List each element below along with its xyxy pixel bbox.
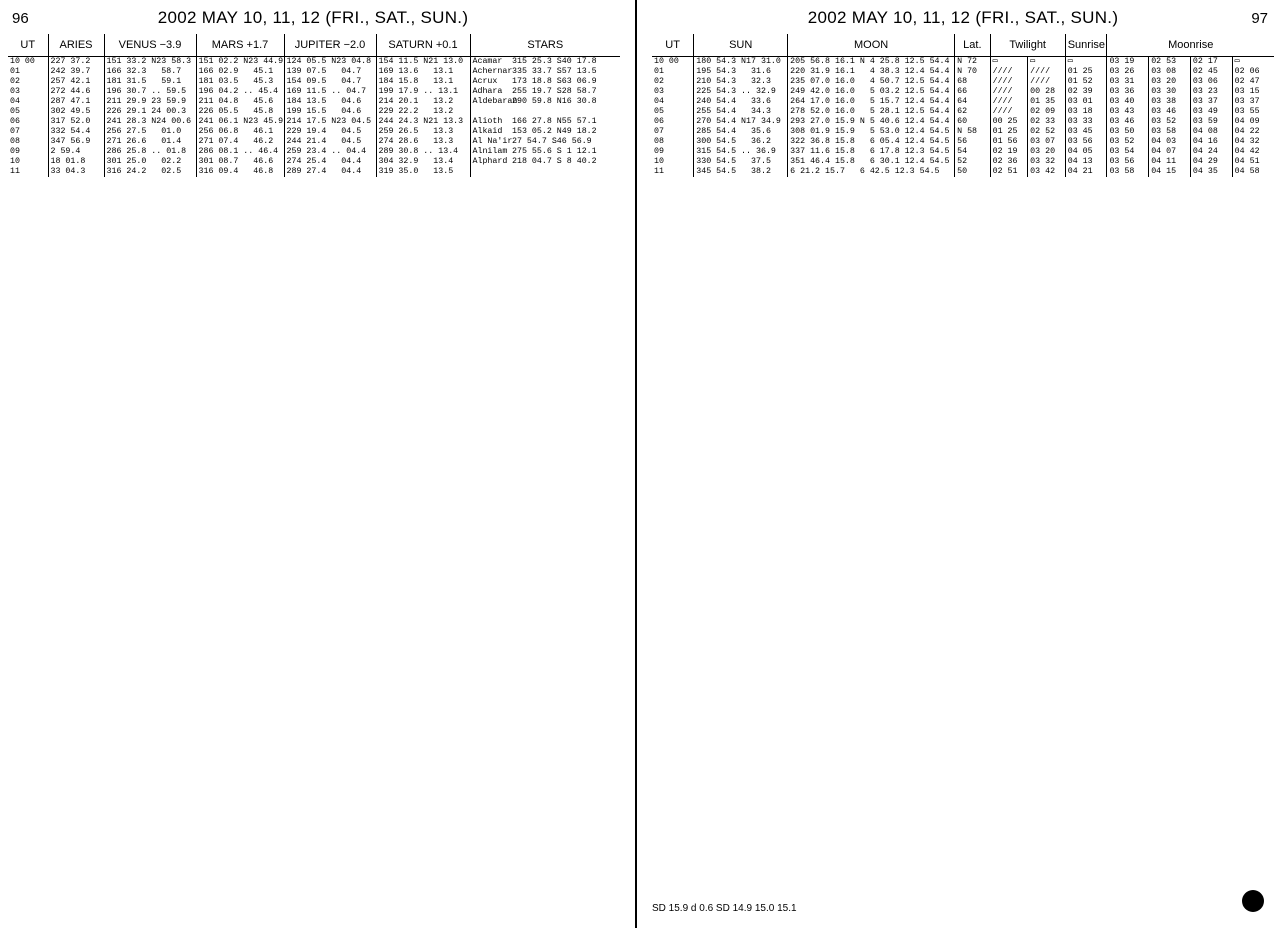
table-row (652, 67, 1274, 77)
table-cell: 151 33.2 N23 58.3 (104, 57, 196, 68)
column-header: ARIES (48, 34, 104, 57)
table-row (652, 137, 1274, 147)
column-header: Twilight (990, 34, 1065, 57)
table-cell: 304 32.9 13.4 (376, 157, 470, 167)
table-cell: 04 08 (1190, 127, 1232, 137)
column-header: UT (8, 34, 48, 57)
table-cell: 07 (10, 127, 20, 136)
table-cell: 124 05.5 N23 04.8 (284, 57, 376, 68)
table-cell: 11 (654, 167, 664, 176)
table-cell: 227 37.2 (48, 57, 104, 68)
semidiameter-footer: SD 15.9 d 0.6 SD 14.9 15.0 15.1 (652, 903, 797, 914)
table-cell: 166 32.3 58.7 (104, 67, 196, 77)
table-cell: 235 07.0 16.0 4 50.7 12.5 54.4 (788, 77, 955, 87)
table-cell: 03 07 (1028, 137, 1066, 147)
table-cell (470, 167, 510, 177)
column-header: UT (652, 34, 694, 57)
table-cell: N 58 (955, 127, 990, 137)
table-cell: 27 54.7 S46 56.9 (512, 137, 592, 146)
table-cell: 56 (955, 137, 990, 147)
table-cell: 04 11 (1149, 157, 1191, 167)
table-cell: 256 27.5 01.0 (104, 127, 196, 137)
table-cell: 03 55 (1232, 107, 1274, 117)
table-cell: 04 05 (1065, 147, 1107, 157)
table-cell: 10 (654, 157, 664, 166)
table-cell: 02 (10, 77, 20, 86)
column-header: Sunrise (1065, 34, 1107, 57)
table-cell: 229 22.2 13.2 (376, 107, 470, 117)
table-cell: 09 (654, 147, 664, 156)
table-cell: 02 52 (1028, 127, 1066, 137)
table-row (8, 157, 620, 167)
table-cell: 301 08.7 46.6 (196, 157, 284, 167)
table-cell: 03 42 (1028, 167, 1066, 177)
table-row (652, 97, 1274, 107)
table-cell: 289 27.4 04.4 (284, 167, 376, 177)
table-cell: 196 30.7 .. 59.5 (104, 87, 196, 97)
table-cell: //// (990, 107, 1028, 117)
table-cell: 66 (955, 87, 990, 97)
table-cell: 317 52.0 (48, 117, 104, 127)
page-number: 97 (1251, 10, 1268, 27)
table-cell: 04 15 (1149, 167, 1191, 177)
table-cell: 03 40 (1107, 97, 1149, 107)
table-cell: 04 24 (1190, 147, 1232, 157)
table-cell: 195 54.3 31.6 (694, 67, 788, 77)
table-row (8, 57, 620, 68)
table-row (652, 57, 1274, 68)
table-cell: 03 06 (1190, 77, 1232, 87)
table-row (8, 117, 620, 127)
table-cell: Aldebaran (470, 97, 510, 107)
table-cell: 02 39 (1065, 87, 1107, 97)
table-cell: 50 (955, 167, 990, 177)
left-almanac-page (0, 0, 626, 928)
table-cell: 278 52.0 16.0 5 28.1 12.5 54.4 (788, 107, 955, 117)
table-cell: 03 19 (1107, 57, 1149, 68)
table-cell: //// (990, 67, 1028, 77)
table-cell: 33 04.3 (48, 167, 104, 177)
table-row (652, 157, 1274, 167)
table-cell: 03 52 (1107, 137, 1149, 147)
column-header: SATURN +0.1 (376, 34, 470, 57)
table-cell: //// (1028, 77, 1066, 87)
table-cell: 04 03 (1149, 137, 1191, 147)
table-cell: 316 24.2 02.5 (104, 167, 196, 177)
table-cell: 03 31 (1107, 77, 1149, 87)
table-cell: 54 (955, 147, 990, 157)
table-cell: 04 07 (1149, 147, 1191, 157)
table-cell: 240 54.4 33.6 (694, 97, 788, 107)
table-row (8, 87, 620, 97)
table-row (8, 77, 620, 87)
table-cell: 03 30 (1149, 87, 1191, 97)
table-cell: 151 02.2 N23 44.9 (196, 57, 284, 68)
table-cell: 03 54 (1107, 147, 1149, 157)
table-cell: 154 11.5 N21 13.0 (376, 57, 470, 68)
page-header (646, 8, 1280, 30)
table-cell: 04 09 (1232, 117, 1274, 127)
table-cell: 259 26.5 13.3 (376, 127, 470, 137)
table-cell: 241 28.3 N24 00.6 (104, 117, 196, 127)
table-cell: 315 54.5 .. 36.9 (694, 147, 788, 157)
table-cell: 244 24.3 N21 13.3 (376, 117, 470, 127)
table-cell: 01 (10, 67, 20, 76)
table-cell: 03 45 (1065, 127, 1107, 137)
table-cell: 10 (10, 157, 20, 166)
table-cell: 322 36.8 15.8 6 05.4 12.4 54.5 (788, 137, 955, 147)
table-cell: 60 (955, 117, 990, 127)
table-cell: ▭ (990, 57, 1028, 68)
table-cell: 255 19.7 S28 58.7 (512, 87, 597, 96)
table-cell: 02 06 (1232, 67, 1274, 77)
table-cell: 255 54.4 34.3 (694, 107, 788, 117)
table-cell: 301 25.0 02.2 (104, 157, 196, 167)
table-cell: 286 08.1 .. 46.4 (196, 147, 284, 157)
column-header: MARS +1.7 (196, 34, 284, 57)
table-cell: 01 35 (1028, 97, 1066, 107)
table-cell: 220 31.9 16.1 4 38.3 12.4 54.4 (788, 67, 955, 77)
table-cell: 01 52 (1065, 77, 1107, 87)
table-cell: 18 01.8 (48, 157, 104, 167)
table-cell: 199 15.5 04.6 (284, 107, 376, 117)
table-cell: 62 (955, 107, 990, 117)
table-cell: ▭ (1065, 57, 1107, 68)
column-header: STARS (470, 34, 620, 57)
table-cell: 04 22 (1232, 127, 1274, 137)
table-cell: N 72 (955, 57, 990, 68)
table-cell: 290 59.8 N16 30.8 (512, 97, 597, 106)
table-cell: 205 56.8 16.1 N 4 25.8 12.5 54.4 (788, 57, 955, 68)
page-gutter (626, 0, 646, 928)
table-cell: 351 46.4 15.8 6 30.1 12.4 54.5 (788, 157, 955, 167)
table-cell: 02 33 (1028, 117, 1066, 127)
table-cell: N 70 (955, 67, 990, 77)
table-cell: 300 54.5 36.2 (694, 137, 788, 147)
page-number: 96 (12, 10, 29, 27)
table-cell: 264 17.0 16.0 5 15.7 12.4 54.4 (788, 97, 955, 107)
table-cell: 68 (955, 77, 990, 87)
table-cell: 347 56.9 (48, 137, 104, 147)
table-cell: 06 (654, 117, 664, 126)
table-row (8, 147, 620, 157)
table-cell: ▭ (1232, 57, 1274, 68)
table-cell: //// (1028, 67, 1066, 77)
table-cell: //// (990, 87, 1028, 97)
table-cell: 180 54.3 N17 31.0 (694, 57, 788, 68)
column-header: SUN (694, 34, 788, 57)
table-cell: 169 11.5 .. 04.7 (284, 87, 376, 97)
table-cell: 03 46 (1149, 107, 1191, 117)
page-title: 2002 MAY 10, 11, 12 (FRI., SAT., SUN.) (157, 8, 469, 27)
table-cell: 274 25.4 04.4 (284, 157, 376, 167)
table-cell: Alioth (470, 117, 510, 127)
table-cell: 03 26 (1107, 67, 1149, 77)
table-cell: 166 02.9 45.1 (196, 67, 284, 77)
table-cell: 259 23.4 .. 04.4 (284, 147, 376, 157)
table-cell: 03 58 (1149, 127, 1191, 137)
table-row (652, 87, 1274, 97)
table-cell: 181 31.5 59.1 (104, 77, 196, 87)
table-cell: 03 52 (1149, 117, 1191, 127)
table-cell: 04 21 (1065, 167, 1107, 177)
table-cell: 289 30.8 .. 13.4 (376, 147, 470, 157)
table-cell: 274 28.6 13.3 (376, 137, 470, 147)
right-almanac-page (646, 0, 1280, 928)
table-cell: 214 17.5 N23 04.5 (284, 117, 376, 127)
sun-moon-table (652, 34, 1274, 177)
table-cell (510, 167, 620, 177)
table-cell: 03 32 (1028, 157, 1066, 167)
table-cell: 10 00 (10, 57, 35, 66)
page-header (0, 8, 626, 30)
table-cell: 04 35 (1190, 167, 1232, 177)
table-row (652, 167, 1274, 177)
table-cell: 275 55.6 S 1 12.1 (512, 147, 597, 156)
table-cell: 308 01.9 15.9 5 53.0 12.4 54.5 (788, 127, 955, 137)
table-cell (510, 107, 620, 117)
table-cell: 02 09 (1028, 107, 1066, 117)
table-cell: 03 50 (1107, 127, 1149, 137)
table-cell: 02 53 (1149, 57, 1191, 68)
table-cell: 04 (10, 97, 20, 106)
table-cell: 319 35.0 13.5 (376, 167, 470, 177)
table-cell: 03 (654, 87, 664, 96)
table-row (8, 137, 620, 147)
table-cell: 04 58 (1232, 167, 1274, 177)
table-cell: ▭ (1028, 57, 1066, 68)
table-cell: 154 09.5 04.7 (284, 77, 376, 87)
table-cell: 211 04.8 45.6 (196, 97, 284, 107)
table-cell: 271 07.4 46.2 (196, 137, 284, 147)
table-cell: 06 (10, 117, 20, 126)
table-row (652, 117, 1274, 127)
table-cell: 04 16 (1190, 137, 1232, 147)
table-cell: 332 54.4 (48, 127, 104, 137)
table-cell: Acamar (470, 57, 510, 68)
column-header: JUPITER −2.0 (284, 34, 376, 57)
column-header: Lat. (955, 34, 990, 57)
table-cell: Adhara (470, 87, 510, 97)
table-cell: 04 29 (1190, 157, 1232, 167)
table-cell: 05 (10, 107, 20, 116)
table-cell: 285 54.4 35.6 (694, 127, 788, 137)
table-cell: 04 32 (1232, 137, 1274, 147)
table-cell: 169 13.6 13.1 (376, 67, 470, 77)
table-cell: 04 13 (1065, 157, 1107, 167)
table-cell: 11 (10, 167, 20, 176)
table-cell: 03 20 (1028, 147, 1066, 157)
moon-phase-icon (1242, 890, 1264, 912)
table-cell: 226 05.5 45.8 (196, 107, 284, 117)
table-cell: 196 04.2 .. 45.4 (196, 87, 284, 97)
table-cell: 337 11.6 15.8 6 17.8 12.3 54.5 (788, 147, 955, 157)
table-row (8, 167, 620, 177)
table-cell: 03 36 (1107, 87, 1149, 97)
table-cell: 302 49.5 (48, 107, 104, 117)
table-cell: 211 29.9 23 59.9 (104, 97, 196, 107)
table-cell: 6 21.2 15.7 6 42.5 12.3 54.5 (788, 167, 955, 177)
table-cell: 03 (10, 87, 20, 96)
table-cell: 04 42 (1232, 147, 1274, 157)
table-cell: 153 05.2 N49 18.2 (512, 127, 597, 136)
table-cell: 01 56 (990, 137, 1028, 147)
table-cell: 270 54.4 N17 34.9 (694, 117, 788, 127)
table-cell: 08 (654, 137, 664, 146)
table-cell: 335 33.7 S57 13.5 (512, 67, 597, 76)
table-cell: 225 54.3 .. 32.9 (694, 87, 788, 97)
table-cell: 257 42.1 (48, 77, 104, 87)
table-cell: 03 37 (1190, 97, 1232, 107)
table-cell: 316 09.4 46.8 (196, 167, 284, 177)
table-cell: 03 08 (1149, 67, 1191, 77)
table-cell: 00 25 (990, 117, 1028, 127)
table-cell: 08 (10, 137, 20, 146)
column-header: MOON (788, 34, 955, 57)
table-cell: 139 07.5 04.7 (284, 67, 376, 77)
planets-stars-table (8, 34, 620, 177)
table-cell: 226 29.1 24 00.3 (104, 107, 196, 117)
table-row (652, 147, 1274, 157)
table-cell (470, 107, 510, 117)
table-cell: 03 37 (1232, 97, 1274, 107)
table-row (652, 127, 1274, 137)
table-cell: 02 17 (1190, 57, 1232, 68)
table-cell: Alkaid (470, 127, 510, 137)
table-cell: 256 06.8 46.1 (196, 127, 284, 137)
table-cell: 214 20.1 13.2 (376, 97, 470, 107)
table-cell: Al Na'ir (470, 137, 510, 147)
table-cell: 02 19 (990, 147, 1028, 157)
table-cell: 03 33 (1065, 117, 1107, 127)
table-cell: 03 58 (1107, 167, 1149, 177)
table-cell: 166 27.8 N55 57.1 (512, 117, 597, 126)
table-cell: 03 38 (1149, 97, 1191, 107)
table-row (8, 107, 620, 117)
table-cell: 02 45 (1190, 67, 1232, 77)
table-cell: 64 (955, 97, 990, 107)
table-cell: 229 19.4 04.5 (284, 127, 376, 137)
table-cell: 02 36 (990, 157, 1028, 167)
table-cell: 244 21.4 04.5 (284, 137, 376, 147)
table-cell: //// (990, 77, 1028, 87)
table-row (8, 67, 620, 77)
table-cell: 184 15.8 13.1 (376, 77, 470, 87)
table-cell: Alnilam (470, 147, 510, 157)
table-cell: 181 03.5 45.3 (196, 77, 284, 87)
table-cell: 03 23 (1190, 87, 1232, 97)
column-header: VENUS −3.9 (104, 34, 196, 57)
table-cell: 02 47 (1232, 77, 1274, 87)
table-cell: 04 (654, 97, 664, 106)
table-cell: 03 18 (1065, 107, 1107, 117)
table-cell: 03 01 (1065, 97, 1107, 107)
table-cell: 315 25.3 S40 17.8 (512, 57, 597, 66)
table-cell: 03 59 (1190, 117, 1232, 127)
page-title: 2002 MAY 10, 11, 12 (FRI., SAT., SUN.) (807, 8, 1119, 27)
table-cell: 242 39.7 (48, 67, 104, 77)
table-cell: 330 54.5 37.5 (694, 157, 788, 167)
table-cell: 03 56 (1065, 137, 1107, 147)
table-cell: 03 43 (1107, 107, 1149, 117)
table-cell: 286 25.8 .. 01.8 (104, 147, 196, 157)
table-cell: 272 44.6 (48, 87, 104, 97)
table-cell: 218 04.7 S 8 40.2 (512, 157, 597, 166)
table-cell: 03 15 (1232, 87, 1274, 97)
table-cell: 173 18.8 S63 06.9 (512, 77, 597, 86)
table-row (652, 77, 1274, 87)
table-cell: 199 17.9 .. 13.1 (376, 87, 470, 97)
table-cell: 02 (654, 77, 664, 86)
table-cell: 04 51 (1232, 157, 1274, 167)
table-cell: 210 54.3 32.3 (694, 77, 788, 87)
table-row (652, 107, 1274, 117)
table-cell: 05 (654, 107, 664, 116)
table-cell: 03 46 (1107, 117, 1149, 127)
table-cell: Achernar (470, 67, 510, 77)
table-cell: //// (990, 97, 1028, 107)
table-cell: 09 (10, 147, 20, 156)
table-cell: Acrux (470, 77, 510, 87)
table-cell: 00 28 (1028, 87, 1066, 97)
table-cell: Alphard (470, 157, 510, 167)
table-cell: 01 (654, 67, 664, 76)
table-cell: 52 (955, 157, 990, 167)
table-cell: 10 00 (654, 57, 679, 66)
table-cell: 01 25 (1065, 67, 1107, 77)
table-cell: 02 51 (990, 167, 1028, 177)
column-header: Moonrise (1107, 34, 1274, 57)
table-cell: 03 56 (1107, 157, 1149, 167)
table-row (8, 127, 620, 137)
table-cell: 293 27.0 15.9 N 5 40.6 12.4 54.4 (788, 117, 955, 127)
table-cell: 07 (654, 127, 664, 136)
table-cell: 2 59.4 (48, 147, 104, 157)
table-cell: 03 20 (1149, 77, 1191, 87)
table-cell: 01 25 (990, 127, 1028, 137)
table-cell: 184 13.5 04.6 (284, 97, 376, 107)
table-row (8, 97, 620, 107)
table-cell: 241 06.1 N23 45.9 (196, 117, 284, 127)
table-cell: 271 26.6 01.4 (104, 137, 196, 147)
table-cell: 249 42.0 16.0 5 03.2 12.5 54.4 (788, 87, 955, 97)
table-cell: 287 47.1 (48, 97, 104, 107)
table-cell: 345 54.5 38.2 (694, 167, 788, 177)
table-cell: 03 49 (1190, 107, 1232, 117)
